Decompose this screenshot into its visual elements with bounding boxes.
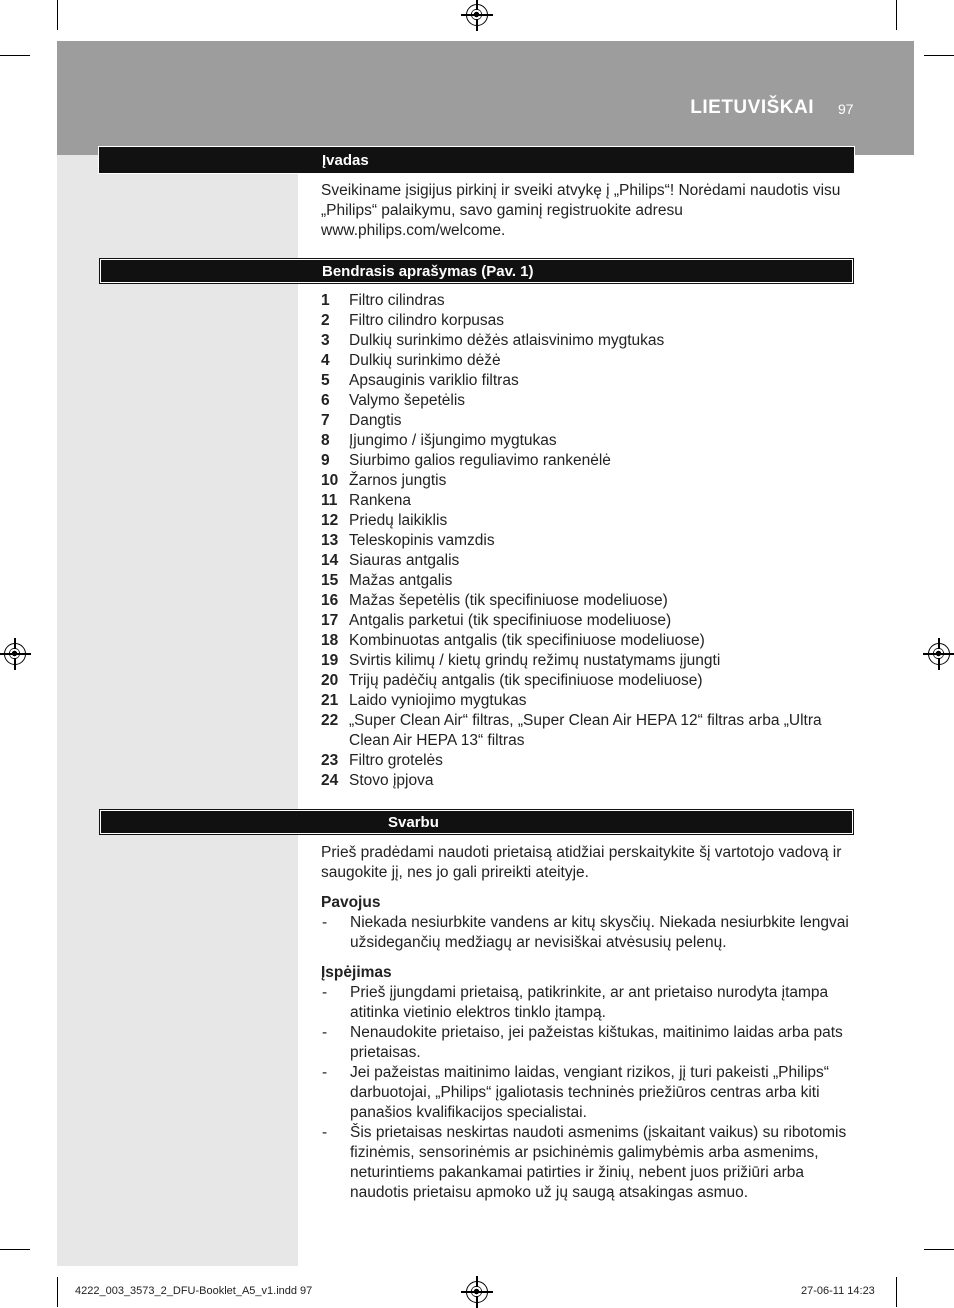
crop-mark [896, 1277, 897, 1307]
item-label: Teleskopinis vamzdis [349, 532, 495, 549]
item-label: Kombinuotas antgalis (tik specifiniuose modeliuose) [349, 632, 705, 649]
registration-mark-icon [4, 643, 26, 665]
side-margin-strip [57, 155, 298, 1266]
dash-bullet: - [322, 1024, 328, 1041]
item-number: 8 [321, 432, 330, 449]
item-label: Laido vyniojimo mygtukas [349, 692, 527, 709]
item-number: 15 [321, 572, 339, 589]
list-item [321, 451, 855, 471]
warning-list [321, 983, 855, 1203]
section-title: Svarbu [388, 814, 439, 831]
dash-bullet: - [322, 1064, 328, 1081]
item-number: 1 [321, 292, 330, 309]
list-item-text: Niekada nesiurbkite vandens ar kitų skysčių. Niekada nesiurbkite lengvai užsidegančių medžiagų ar nevisiškai atvėsusių pelenų. [350, 914, 849, 951]
list-item [321, 771, 855, 791]
item-number: 23 [321, 752, 339, 769]
important-block [321, 843, 855, 1203]
item-label: Svirtis kilimų / kietų grindų režimų nustatymams įjungti [349, 652, 721, 669]
list-item-text: Jei pažeistas maitinimo laidas, vengiant rizikos, jį turi pakeisti „Philips“ darbuotojai, „Philips“ įgaliotasis techninės priežiūros centras arba kiti panašios kvalifikacijos specialistai. [350, 1064, 829, 1121]
list-item [321, 651, 855, 671]
dash-bullet: - [322, 984, 328, 1001]
list-item [321, 431, 855, 451]
list-item [321, 983, 855, 1023]
item-number: 18 [321, 632, 339, 649]
item-label: Mažas šepetėlis (tik specifiniuose modeliuose) [349, 592, 668, 609]
item-label: Įjungimo / išjungimo mygtukas [349, 432, 557, 449]
crop-mark [57, 0, 58, 30]
list-item-text: Prieš įjungdami prietaisą, patikrinkite, ar ant prietaiso nurodyta įtampa atitinka vietinio elektros tinklo įtampą. [350, 984, 829, 1021]
registration-mark-icon [928, 643, 950, 665]
item-number: 20 [321, 672, 339, 689]
list-item-text: Šis prietaisas neskirtas naudoti asmenims (įskaitant vaikus) su ribotomis fizinėmis, sensorinėmis ar psichinėmis galimybėmis arba asmenims, neturintiems pakankamai patirties ir žinių, nebent juos prižiūri arba naudotis prietaisu apmoko už jų saugą atsakingas asmuo. [350, 1124, 847, 1201]
item-label: Filtro grotelės [349, 752, 443, 769]
language-title: LIETUVIŠKAI [690, 97, 814, 118]
item-label: Žarnos jungtis [349, 472, 447, 489]
page-number: 97 [838, 101, 854, 117]
item-number: 13 [321, 532, 339, 549]
crop-mark [57, 1277, 58, 1307]
item-label: Dulkių surinkimo dėžė [349, 352, 501, 369]
footer-filename: 4222_003_3573_2_DFU-Booklet_A5_v1.indd 97 [75, 1285, 313, 1297]
list-item [321, 531, 855, 551]
item-label: Siauras antgalis [349, 552, 460, 569]
footer-date: 27-06-11 14:23 [801, 1285, 875, 1297]
item-label: Priedų laikiklis [349, 512, 448, 529]
list-item [321, 711, 855, 751]
list-item [321, 913, 855, 953]
item-number: 9 [321, 452, 330, 469]
list-item [321, 551, 855, 571]
list-item [321, 391, 855, 411]
item-label: Rankena [349, 492, 412, 509]
item-label: Dangtis [349, 412, 402, 429]
item-number: 7 [321, 412, 330, 429]
item-number: 11 [321, 492, 338, 509]
list-item [321, 351, 855, 371]
crop-mark [924, 55, 954, 56]
list-item [321, 631, 855, 651]
item-number: 2 [321, 312, 330, 329]
parts-list [321, 291, 855, 791]
list-item [321, 611, 855, 631]
list-item [321, 591, 855, 611]
item-label: Antgalis parketui (tik specifiniuose modeliuose) [349, 612, 672, 629]
crop-mark [924, 1249, 954, 1250]
list-item [321, 1023, 855, 1063]
section-title: Įvadas [322, 152, 369, 169]
list-item [321, 311, 855, 331]
section-title: Bendrasis aprašymas (Pav. 1) [322, 263, 534, 280]
dash-bullet: - [322, 914, 328, 931]
item-label: Dulkių surinkimo dėžės atlaisvinimo mygtukas [349, 332, 665, 349]
intro-paragraph: Sveikiname įsigijus pirkinį ir sveiki atvykę į „Philips“! Norėdami naudotis visu „Philips“ palaikymu, savo gaminį registruokite adresu www.philips.com/welcome. [321, 182, 841, 239]
item-label: Stovo įpjova [349, 772, 434, 789]
item-label: Mažas antgalis [349, 572, 453, 589]
item-number: 17 [321, 612, 339, 629]
dash-bullet: - [322, 1124, 328, 1141]
list-item [321, 511, 855, 531]
item-label: Apsauginis variklio filtras [349, 372, 519, 389]
list-item-text: Nenaudokite prietaiso, jei pažeistas kištukas, maitinimo laidas arba pats prietaisas. [350, 1024, 843, 1061]
list-item [321, 691, 855, 711]
item-label: Filtro cilindro korpusas [349, 312, 505, 329]
registration-mark-icon [466, 4, 488, 26]
section-heading-intro [99, 147, 854, 173]
item-label: Filtro cilindras [349, 292, 445, 309]
section-heading-important [99, 809, 854, 835]
list-item [321, 471, 855, 491]
item-number: 5 [321, 372, 330, 389]
danger-list [321, 913, 855, 953]
item-number: 6 [321, 392, 330, 409]
list-item [321, 571, 855, 591]
list-item [321, 291, 855, 311]
list-item [321, 1123, 855, 1203]
item-label: Siurbimo galios reguliavimo rankenėlė [349, 452, 611, 469]
item-number: 14 [321, 552, 339, 569]
item-number: 4 [321, 352, 330, 369]
crop-mark [896, 0, 897, 30]
item-label: „Super Clean Air“ filtras, „Super Clean Air HEPA 12“ filtras arba „Ultra Clean Air HEPA 13“ filtras [349, 712, 822, 749]
list-item [321, 751, 855, 771]
item-label: Valymo šepetėlis [349, 392, 466, 409]
crop-mark [0, 55, 30, 56]
item-number: 24 [321, 772, 339, 789]
item-number: 21 [321, 692, 339, 709]
list-item [321, 491, 855, 511]
item-number: 19 [321, 652, 339, 669]
list-item [321, 411, 855, 431]
item-number: 10 [321, 472, 339, 489]
crop-mark [0, 1249, 30, 1250]
warning-heading: Įspėjimas [321, 964, 392, 981]
item-number: 16 [321, 592, 339, 609]
important-intro: Prieš pradėdami naudoti prietaisą atidžiai perskaitykite šį vartotojo vadovą ir saugokite jį, nes jo gali prireikti ateityje. [321, 844, 842, 881]
item-number: 22 [321, 712, 339, 729]
list-item [321, 671, 855, 691]
list-item [321, 1063, 855, 1123]
item-number: 12 [321, 512, 339, 529]
danger-heading: Pavojus [321, 894, 381, 911]
list-item [321, 331, 855, 351]
registration-mark-icon [466, 1281, 488, 1303]
item-label: Trijų padėčių antgalis (tik specifiniuose modeliuose) [349, 672, 703, 689]
section-heading-overview [99, 258, 854, 284]
item-number: 3 [321, 332, 330, 349]
list-item [321, 371, 855, 391]
